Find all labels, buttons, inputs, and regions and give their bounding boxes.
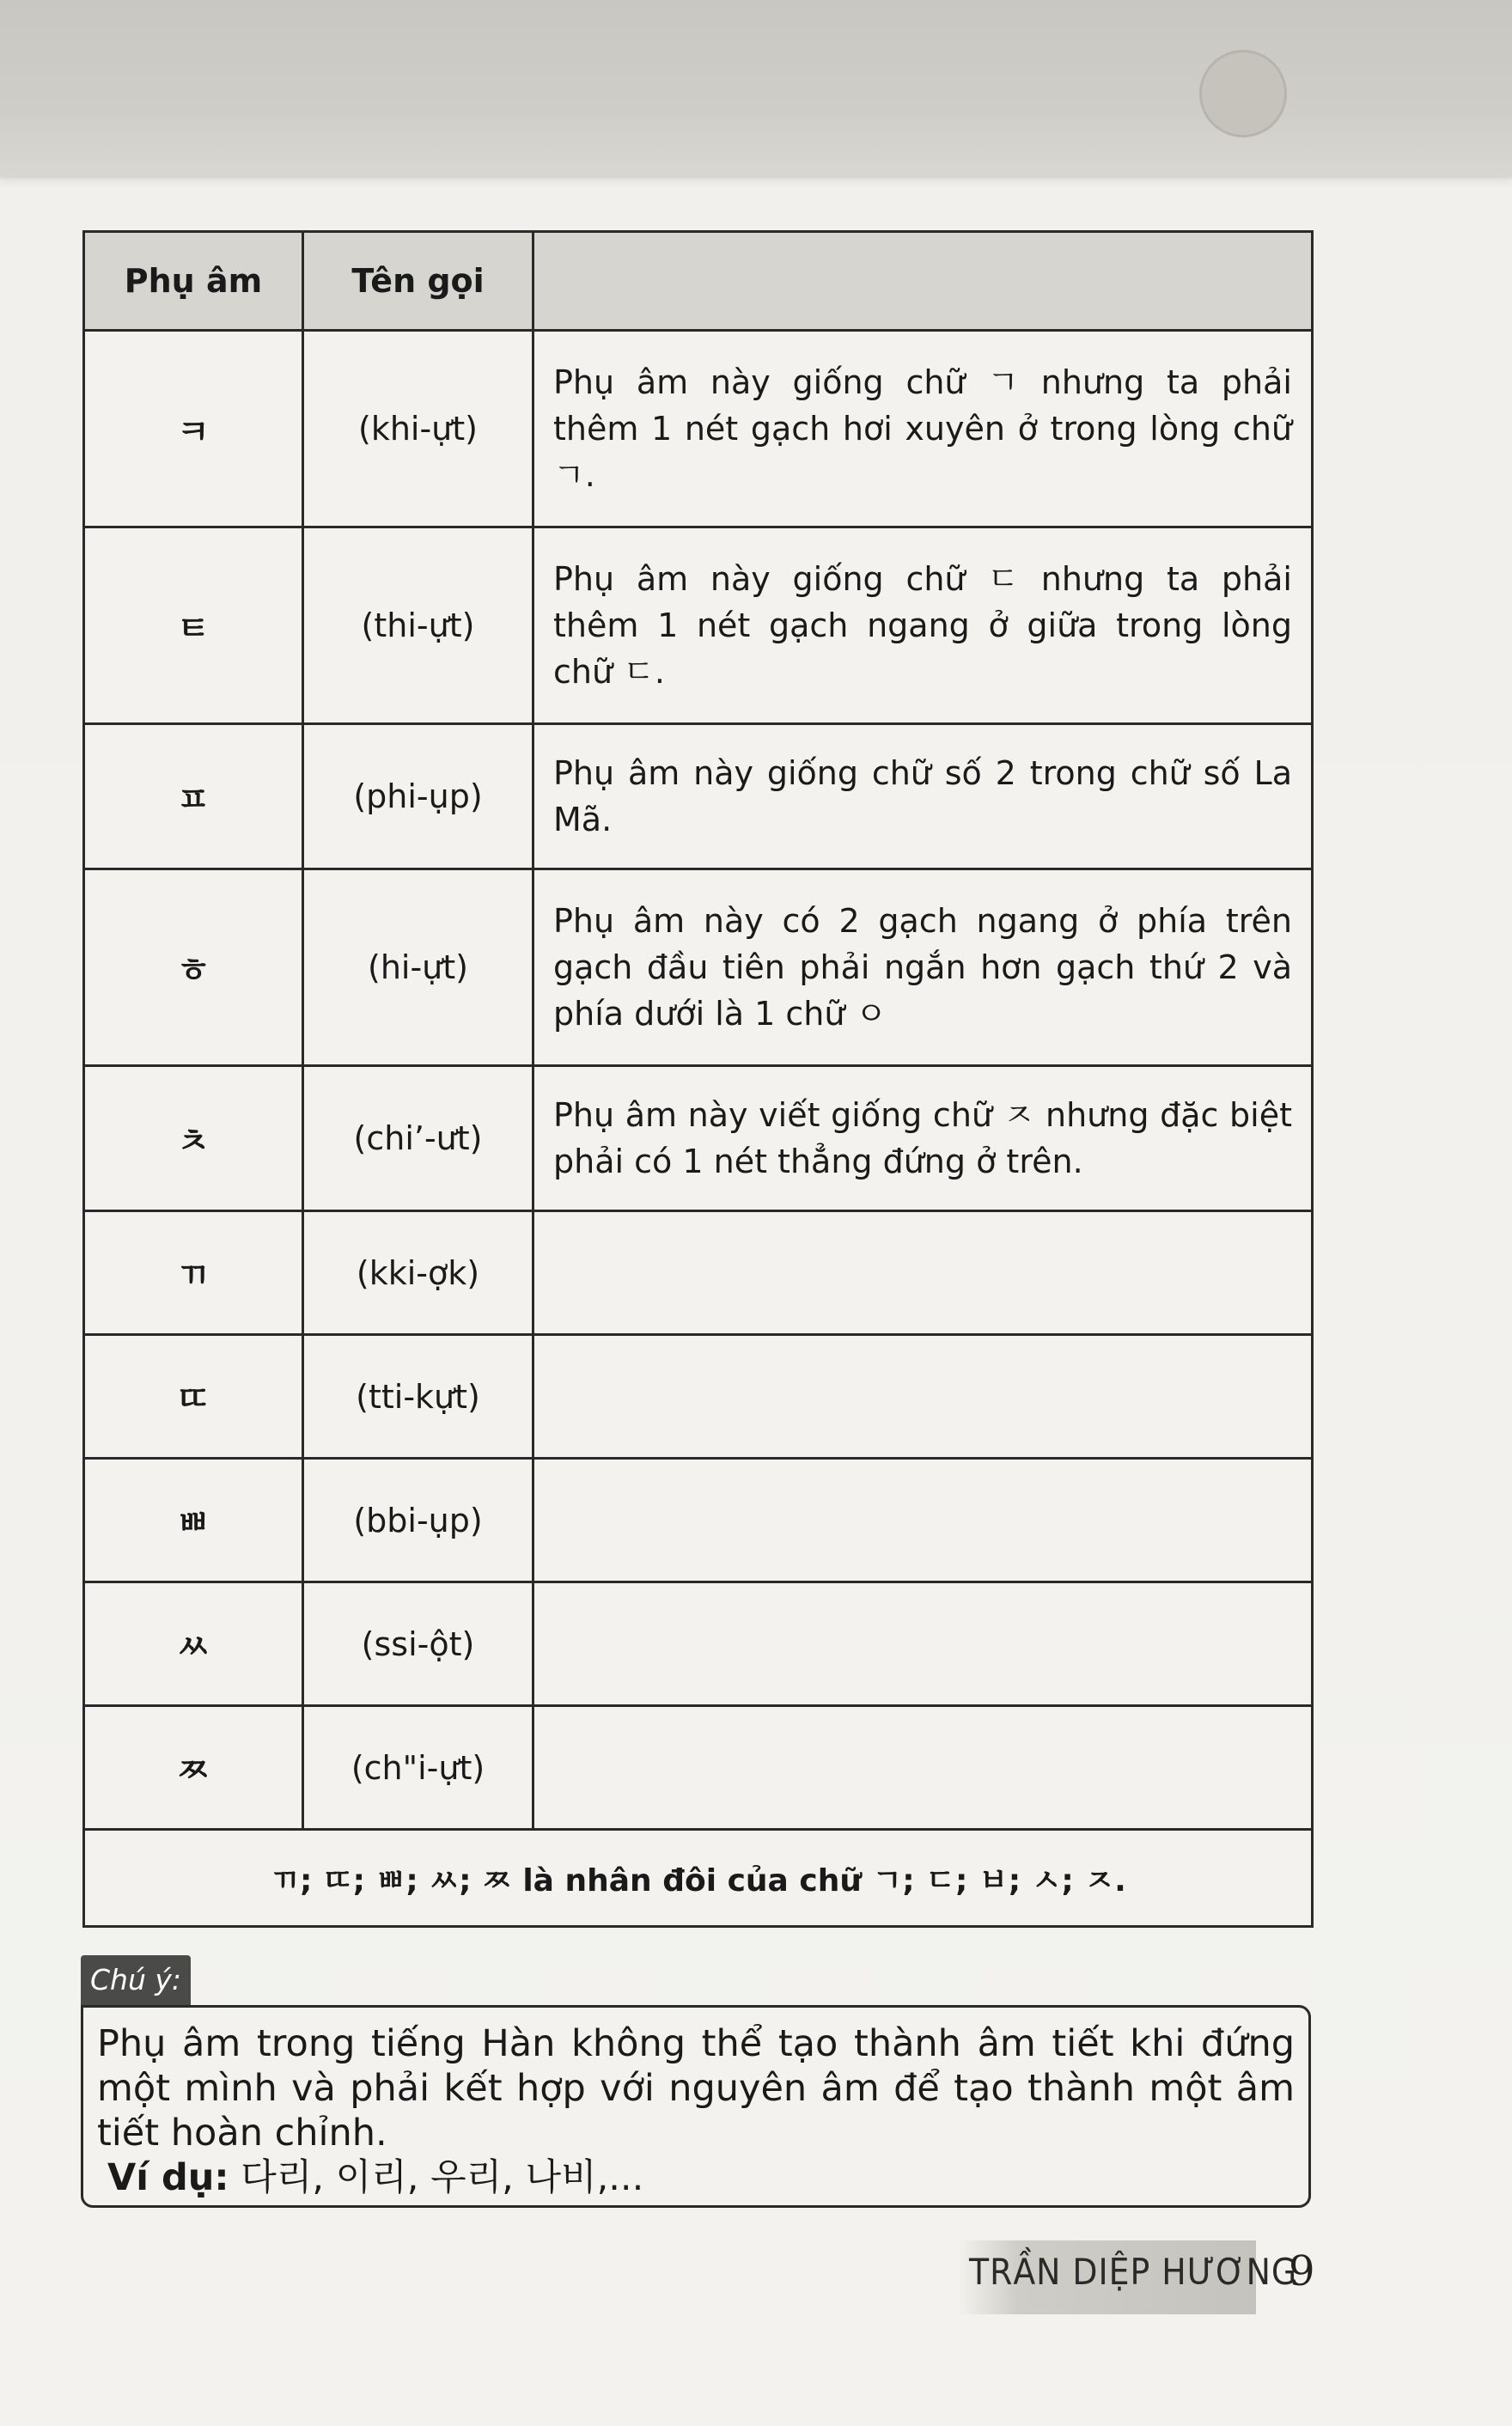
author-name: TRẦN DIỆP HƯƠNG <box>969 2251 1298 2293</box>
table-row <box>84 1459 1313 1582</box>
consonant-description: Phụ âm này giống chữ số 2 trong chữ số La Mã. <box>533 724 1313 869</box>
consonant-letter: ㄲ <box>84 1211 303 1335</box>
consonant-letter: ㄸ <box>84 1335 303 1459</box>
table-row <box>84 869 1313 1066</box>
table-row <box>84 1335 1313 1459</box>
table-footer-row <box>84 1830 1313 1927</box>
consonant-name: (phi-ụp) <box>303 724 533 869</box>
consonant-letter: ㅌ <box>84 527 303 724</box>
consonant-letter: ㅎ <box>84 869 303 1066</box>
consonant-description <box>533 1459 1313 1582</box>
consonant-letter: ㅊ <box>84 1066 303 1211</box>
consonant-name: (ssi-ột) <box>303 1582 533 1706</box>
consonant-name: (khi-ựt) <box>303 331 533 527</box>
note-text: Phụ âm trong tiếng Hàn không thể tạo thành âm tiết khi đứng một mình và phải kết hợp với nguyên âm để tạo thành một âm tiết hoàn chỉnh. <box>97 2022 1295 2155</box>
note-example-value: 다리, 이리, 우리, 나비,... <box>241 2156 644 2199</box>
consonant-letter: ㅉ <box>84 1706 303 1830</box>
table-row <box>84 1211 1313 1335</box>
consonant-name: (kki-ợk) <box>303 1211 533 1335</box>
table-row <box>84 1582 1313 1706</box>
consonant-description: Phụ âm này giống chữ ㄱ nhưng ta phải thêm 1 nét gạch hơi xuyên ở trong lòng chữ ㄱ. <box>533 331 1313 527</box>
note-box <box>81 2005 1311 2208</box>
consonant-description <box>533 1211 1313 1335</box>
note-example-label: Ví dụ: <box>107 2156 229 2199</box>
header-letter: Phụ âm <box>84 232 303 331</box>
consonant-name: (ch"i-ựt) <box>303 1706 533 1830</box>
consonant-description <box>533 1706 1313 1830</box>
table-row <box>84 1066 1313 1211</box>
consonant-letter: ㅆ <box>84 1582 303 1706</box>
consonant-name: (hi-ựt) <box>303 869 533 1066</box>
table-row <box>84 527 1313 724</box>
consonant-description: Phụ âm này viết giống chữ ㅈ nhưng đặc biệt phải có 1 nét thẳng đứng ở trên. <box>533 1066 1313 1211</box>
consonant-description: Phụ âm này giống chữ ㄷ nhưng ta phải thêm 1 nét gạch ngang ở giữa trong lòng chữ ㄷ. <box>533 527 1313 724</box>
table-row <box>84 724 1313 869</box>
note-tag: Chú ý: <box>81 1955 191 2005</box>
consonant-description: Phụ âm này có 2 gạch ngang ở phía trên gạch đầu tiên phải ngắn hơn gạch thứ 2 và phía dưới là 1 chữ ㅇ <box>533 869 1313 1066</box>
running-header <box>0 0 1512 176</box>
table-row <box>84 1706 1313 1830</box>
table-header-row <box>84 232 1313 331</box>
header-name: Tên gọi <box>303 232 533 331</box>
consonant-name: (tti-kựt) <box>303 1335 533 1459</box>
consonant-name: (bbi-ụp) <box>303 1459 533 1582</box>
consonant-letter: ㅃ <box>84 1459 303 1582</box>
consonant-name: (chi’-ưt) <box>303 1066 533 1211</box>
header-description <box>533 232 1313 331</box>
note-example <box>107 2155 1295 2200</box>
consonant-description <box>533 1335 1313 1459</box>
table-row <box>84 331 1313 527</box>
consonant-description <box>533 1582 1313 1706</box>
consonant-name: (thi-ựt) <box>303 527 533 724</box>
consonant-letter: ㅍ <box>84 724 303 869</box>
consonant-table <box>82 230 1314 1928</box>
chapter-circle <box>1199 50 1287 137</box>
double-consonant-note: ㄲ; ㄸ; ㅃ; ㅆ; ㅉ là nhân đôi của chữ ㄱ; ㄷ; ㅂ; ㅅ; ㅈ. <box>84 1830 1313 1927</box>
consonant-letter: ㅋ <box>84 331 303 527</box>
page-number: 9 <box>1289 2247 1315 2295</box>
